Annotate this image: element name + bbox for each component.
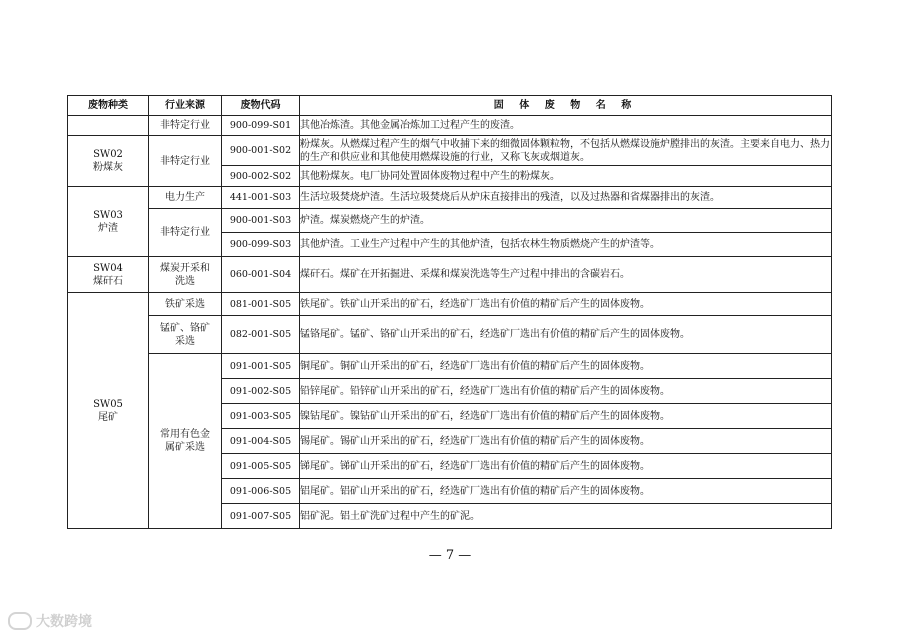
code-cell: 060-001-S04 (222, 257, 300, 293)
code-cell: 900-099-S01 (222, 116, 300, 136)
waste-type-code: SW03 (93, 209, 123, 221)
industry-cell (149, 257, 222, 293)
table-row (68, 187, 832, 209)
name-cell: 生活垃圾焚烧炉渣。生活垃圾焚烧后从炉床直接排出的残渣，以及过热器和省煤器排出的灰渣。 (300, 187, 832, 209)
name-cell: 铝尾矿。铝矿山开采出的矿石，经选矿厂选出有价值的精矿后产生的固体废物。 (300, 479, 832, 504)
code-cell: 082-001-S05 (222, 316, 300, 354)
industry-line: 属矿采选 (165, 442, 205, 453)
code-cell: 091-005-S05 (222, 454, 300, 479)
name-cell: 粉煤灰。从燃煤过程产生的烟气中收捕下来的细微固体颗粒物，不包括从燃煤设施炉膛排出的灰渣。主要来自电力、热力的生产和供应业和其他使用燃煤设施的行业，又称飞灰或烟道灰。 (300, 136, 832, 166)
name-cell: 其他粉煤灰。电厂协同处置固体废物过程中产生的粉煤灰。 (300, 166, 832, 187)
industry-cell: 电力生产 (149, 187, 222, 209)
waste-type-name: 粉煤灰 (93, 162, 123, 173)
name-cell: 锰铬尾矿。锰矿、铬矿山开采出的矿石，经选矿厂选出有价值的精矿后产生的固体废物。 (300, 316, 832, 354)
industry-line: 采选 (175, 335, 195, 347)
waste-type-code: SW04 (93, 262, 123, 274)
table-row (68, 257, 832, 293)
name-cell: 铜尾矿。铜矿山开采出的矿石，经选矿厂选出有价值的精矿后产生的固体废物。 (300, 354, 832, 379)
industry-cell: 非特定行业 (149, 116, 222, 136)
code-cell: 441-001-S03 (222, 187, 300, 209)
industry-line: 煤炭开采和 (160, 262, 210, 274)
table-row (68, 316, 832, 354)
name-cell: 其他冶炼渣。其他金属冶炼加工过程产生的废渣。 (300, 116, 832, 136)
name-cell: 其他炉渣。工业生产过程中产生的其他炉渣，包括农林生物质燃烧产生的炉渣等。 (300, 233, 832, 257)
code-cell: 091-007-S05 (222, 504, 300, 529)
industry-cell (149, 316, 222, 354)
industry-line: 锰矿、铬矿 (160, 322, 210, 334)
table-row (68, 209, 832, 233)
table-row (68, 293, 832, 316)
code-cell: 091-002-S05 (222, 379, 300, 404)
waste-type-name: 炉渣 (98, 222, 118, 234)
waste-type-code: SW05 (93, 398, 123, 410)
code-cell: 900-001-S03 (222, 209, 300, 233)
waste-type-cell (68, 136, 149, 187)
header-waste-type: 废物种类 (68, 96, 149, 116)
code-cell: 091-001-S05 (222, 354, 300, 379)
industry-cell: 非特定行业 (149, 136, 222, 187)
code-cell: 091-006-S05 (222, 479, 300, 504)
code-cell: 081-001-S05 (222, 293, 300, 316)
waste-type-cell (68, 187, 149, 257)
code-cell: 091-004-S05 (222, 429, 300, 454)
page-number: — 7 — (428, 548, 472, 563)
header-industry-source: 行业来源 (149, 96, 222, 116)
header-row (68, 96, 832, 116)
waste-type-cell (68, 293, 149, 529)
code-cell: 900-099-S03 (222, 233, 300, 257)
table-row (68, 354, 832, 379)
watermark-text: 大数跨境 (36, 614, 92, 630)
name-cell: 锡尾矿。锡矿山开采出的矿石，经选矿厂选出有价值的精矿后产生的固体废物。 (300, 429, 832, 454)
watermark-logo-icon (8, 612, 32, 630)
table-row (68, 136, 832, 166)
name-cell: 镍钴尾矿。镍钴矿山开采出的矿石，经选矿厂选出有价值的精矿后产生的固体废物。 (300, 404, 832, 429)
waste-type-code: SW02 (93, 149, 123, 160)
waste-type-name: 煤矸石 (93, 275, 123, 287)
code-cell: 900-002-S02 (222, 166, 300, 187)
code-cell: 900-001-S02 (222, 136, 300, 166)
waste-type-name: 尾矿 (98, 411, 118, 423)
industry-cell (149, 354, 222, 529)
industry-line: 洗选 (175, 275, 195, 287)
name-cell: 铝矿泥。铝土矿洗矿过程中产生的矿泥。 (300, 504, 832, 529)
watermark (8, 611, 92, 631)
waste-type-cell (68, 116, 149, 136)
name-cell: 铅锌尾矿。铅锌矿山开采出的矿石，经选矿厂选出有价值的精矿后产生的固体废物。 (300, 379, 832, 404)
industry-line: 常用有色金 (160, 429, 210, 440)
waste-classification-table (67, 95, 832, 529)
waste-type-cell (68, 257, 149, 293)
table-row (68, 116, 832, 136)
name-cell: 铁尾矿。铁矿山开采出的矿石，经选矿厂选出有价值的精矿后产生的固体废物。 (300, 293, 832, 316)
name-cell: 锑尾矿。锑矿山开采出的矿石，经选矿厂选出有价值的精矿后产生的固体废物。 (300, 454, 832, 479)
header-waste-code: 废物代码 (222, 96, 300, 116)
name-cell: 炉渣。煤炭燃烧产生的炉渣。 (300, 209, 832, 233)
name-cell: 煤矸石。煤矿在开拓掘进、采煤和煤炭洗选等生产过程中排出的含碳岩石。 (300, 257, 832, 293)
industry-cell: 铁矿采选 (149, 293, 222, 316)
header-waste-name: 固 体 废 物 名 称 (300, 96, 832, 116)
industry-cell: 非特定行业 (149, 209, 222, 257)
code-cell: 091-003-S05 (222, 404, 300, 429)
